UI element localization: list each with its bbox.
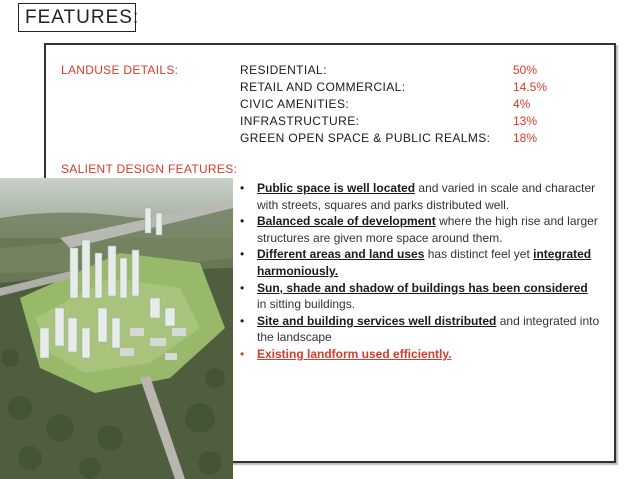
bullet-bold: Existing landform used efficiently. — [257, 346, 452, 361]
bullet-text: has distinct feel yet — [424, 247, 534, 262]
bullet-item: • Existing landform used efficiently. — [240, 346, 452, 361]
salient-label: SALIENT DESIGN FEATURES: — [61, 162, 238, 176]
landuse-list — [240, 62, 490, 147]
pct-retail: 14.5% — [513, 80, 548, 94]
landuse-item-infrastructure: INFRASTRUCTURE: — [240, 114, 360, 128]
bullet-bold: Sun, shade and shadow of buildings has been considered — [257, 280, 588, 295]
bullet-text: and integrated into the landscape — [257, 313, 600, 345]
aerial-masterplan-image — [0, 178, 233, 479]
salient-bullet-list — [240, 180, 600, 363]
pct-residential: 50% — [513, 63, 538, 77]
bullet-item: • Balanced scale of development where the high rise and larger structures are given more space around them. — [240, 214, 598, 245]
landuse-label: LANDUSE DETAILS: — [61, 63, 179, 77]
bullet-bold: Public space is well located — [257, 181, 416, 195]
landuse-item-green-space: GREEN OPEN SPACE & PUBLIC REALMS: — [240, 131, 491, 145]
bullet-item: • Site and building services well distributed and integrated into the landscape — [240, 313, 600, 345]
pct-civic: 4% — [513, 97, 531, 111]
bullet-bold: Different areas and land uses — [257, 247, 425, 262]
bullet-item: • Different areas and land uses has distinct feel yet integrated harmoniously. — [240, 247, 592, 278]
bullet-bold: Site and building services well distributed — [257, 313, 497, 328]
landuse-item-civic: CIVIC AMENITIES: — [240, 97, 350, 111]
pct-green-space: 18% — [513, 131, 538, 145]
bullet-item: • Public space is well located and varied in scale and character with streets, squares and parks distributed well. — [240, 181, 596, 212]
page-title: FEATURES: — [18, 3, 136, 32]
bullet-item: • Sun, shade and shadow of buildings has been considered in sitting buildings. — [240, 280, 588, 312]
bullet-bold: Balanced scale of development — [257, 214, 436, 229]
landuse-item-retail: RETAIL AND COMMERCIAL: — [240, 80, 406, 94]
bullet-bold-2: integrated harmoniously. — [257, 247, 592, 278]
landuse-percentages — [513, 62, 547, 147]
bullet-text: and varied in scale and character with streets, squares and parks distributed well. — [257, 181, 596, 212]
landuse-item-residential: RESIDENTIAL: — [240, 63, 327, 77]
bullet-text: where the high rise and larger structures are given more space around them. — [257, 214, 598, 245]
bullet-text: in sitting buildings. — [257, 297, 356, 312]
pct-infrastructure: 13% — [513, 114, 538, 128]
